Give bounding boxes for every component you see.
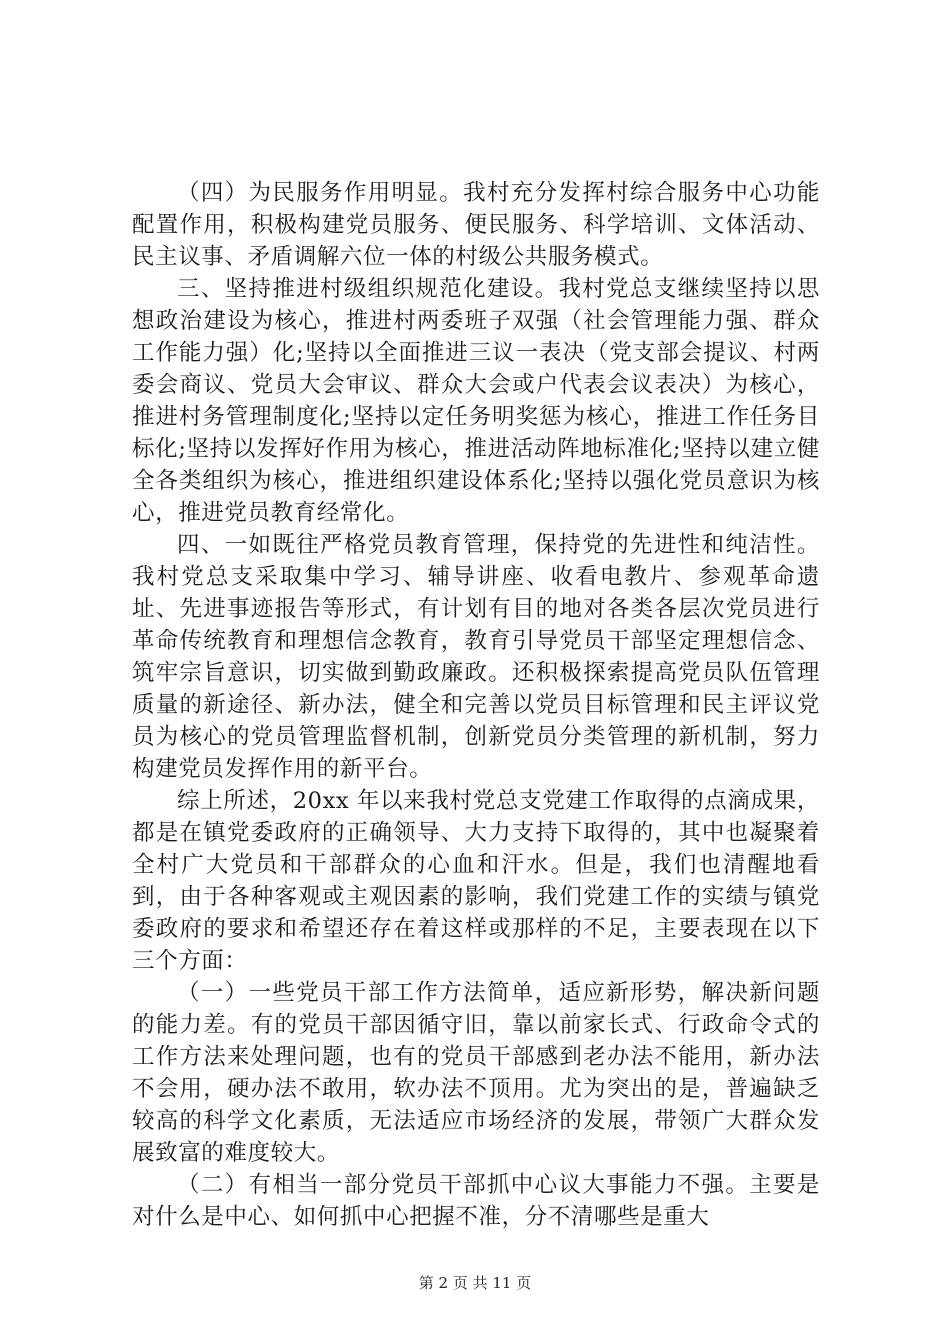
paragraph-service-role: （四）为民服务作用明显。我村充分发挥村综合服务中心功能配置作用，积极构建党员服务、便民服务、科学培训、文体活动、民主议事、矛盾调解六位一体的村级公共服务模式。 bbox=[132, 180, 820, 270]
document-body bbox=[132, 177, 820, 1233]
paragraph-organization-standardization: 三、坚持推进村级组织规范化建设。我村党总支继续坚持以思想政治建设为核心，推进村两委班子双强（社会管理能力强、群众工作能力强）化;坚持以全面推进三议一表决（党支部会提议、村两委会商议、党员大会审议、群众大会或户代表会议表决）为核心，推进村务管理制度化;坚持以定任务明奖惩为核心，推进工作任务目标化;坚持以发挥好作用为核心，推进活动阵地标准化;坚持以建立健全各类组织为核心，推进组织建设体系化;坚持以强化党员意识为核心，推进党员教育经常化。 bbox=[132, 276, 820, 526]
paragraph-member-education: 四、一如既往严格党员教育管理，保持党的先进性和纯洁性。我村党总支采取集中学习、辅导讲座、收看电教片、参观革命遗址、先进事迹报告等形式，有计划有目的地对各类各层次党员进行革命传统教育和理想信念教育，教育引导党员干部坚定理想信念、筑牢宗旨意识，切实做到勤政廉政。还积极探索提高党员队伍管理质量的新途径、新办法，健全和完善以党员目标管理和民主评议党员为核心的党员管理监督机制，创新党员分类管理的新机制，努力构建党员发挥作用的新平台。 bbox=[132, 532, 820, 782]
paragraph-problem-two: （二）有相当一部分党员干部抓中心议大事能力不强。主要是对什么是中心、如何抓中心把握不准，分不清哪些是重大 bbox=[132, 1172, 820, 1230]
page-number: 第 2 页 共 11 页 bbox=[418, 1274, 532, 1292]
paragraph-problem-one: （一）一些党员干部工作方法简单，适应新形势，解决新问题的能力差。有的党员干部因循守旧，靠以前家长式、行政命令式的工作方法来处理问题，也有的党员干部感到老办法不能用，新办法不会用，硬办法不敢用，软办法不顶用。尤为突出的是，普遍缺乏较高的科学文化素质，无法适应市场经济的发展，带领广大群众发展致富的难度较大。 bbox=[132, 980, 820, 1166]
paragraph-summary: 综上所述，20xx 年以来我村党总支党建工作取得的点滴成果，都是在镇党委政府的正确领导、大力支持下取得的，其中也凝聚着全村广大党员和干部群众的心血和汗水。但是，我们也清醒地看到，由于各种客观或主观因素的影响，我们党建工作的实绩与镇党委政府的要求和希望还存在着这样或那样的不足，主要表现在以下三个方面： bbox=[132, 788, 820, 974]
